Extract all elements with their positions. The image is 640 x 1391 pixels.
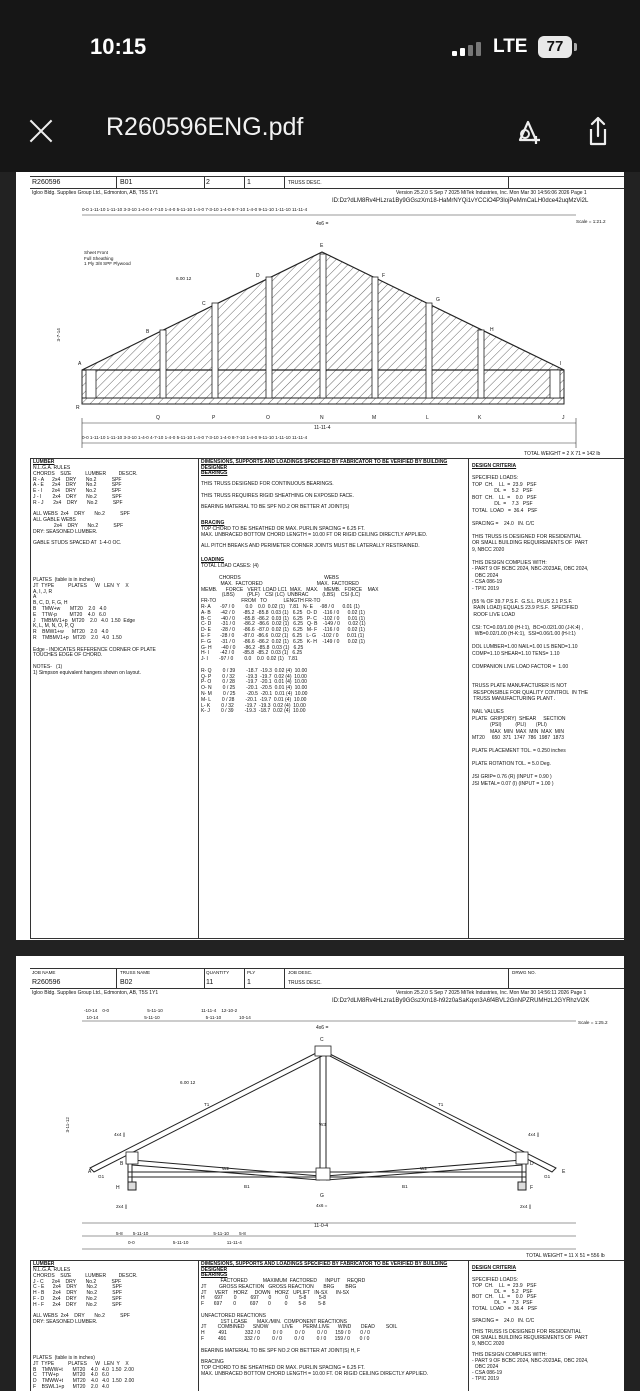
node-a: A	[78, 361, 82, 367]
truss-id: ID:Dz?dLM8Rv4HLzra1By9GGszXm18-HaMrNYQi1vYCCiO4P3lojPeMmCaLH0dce42uqMzVi2L	[332, 198, 589, 204]
text-line: PLATE ROTATION TOL. = 5.0 Deg.	[472, 761, 551, 767]
text-line: SPACING = 24.0 IN. C/C	[472, 520, 535, 527]
text-line: M- L 0 / 28 -20.1 -19.7 0.01 (4) 10.00	[201, 696, 307, 703]
top-dimensions-2b: 10-14 5-11-10 5-11-10 10-14	[84, 1015, 251, 1020]
text-line: R TMBMV1+p MT20 2.0 4.0 1.50	[33, 635, 122, 641]
member-w3: W3	[319, 1122, 326, 1127]
plate-label-g: 4x6 =	[316, 1203, 328, 1208]
sheathing-note: Sheet Front Full Sheathing 1 Ply 3/8 SPF Plywood	[84, 250, 131, 267]
text-line: WB=0.02/1.00 (H-K:1), SSI=0.06/1.00 (H-I:1)	[472, 631, 576, 637]
node-g-2: G	[320, 1193, 324, 1199]
text-line: Edge - INDICATES REFERENCE CORNER OF PLATE	[33, 646, 156, 653]
node-i: I	[560, 361, 562, 367]
node-j: J	[562, 415, 565, 421]
text-line: O- N 0 / 25 -20.1 -20.5 0.01 (4) 10.00	[201, 685, 308, 692]
node-b-2: B	[120, 1161, 124, 1167]
bearings-title-2: BEARINGS	[201, 1272, 228, 1278]
text-line: PLATE GRIP(DRY) SHEAR SECTION	[472, 715, 566, 722]
member-t1-right: T1	[438, 1102, 444, 1107]
quantity-value: 2	[206, 179, 210, 186]
text-line: TOP CH. LL = 23.9 PSF	[472, 1282, 537, 1289]
text-line: OBC 2024	[472, 572, 499, 579]
text-line: MAX. FACTORED MAX. FACTORED	[201, 580, 359, 587]
dims-title-2: DIMENSIONS, SUPPORTS AND LOADINGS SPECIFIED BY FABRICATOR TO BE VERIFIED BY BUILDING DESIGNER	[201, 1261, 448, 1273]
node-g: G	[436, 297, 440, 303]
text-line: ALL WEBS 2x4 DRY No.2 SPF	[33, 1313, 130, 1320]
text-line: RAIN LOAD) EQUALS 23.9 P.S.F. SPECIFIED	[472, 605, 579, 611]
text-line: P- O 0 / 28 -19.7 -20.1 0.01 (4) 10.00	[201, 679, 307, 686]
text-line: 9, NBCC 2020	[472, 546, 505, 553]
text-line: JT TYPE PLATES W LEN Y X	[33, 582, 129, 589]
app-header	[0, 0, 640, 172]
design-criteria-title: DESIGN CRITERIA	[472, 463, 517, 469]
node-q: Q	[156, 415, 160, 421]
text-line: J - I 2x4 DRY No.2 SPF	[33, 494, 122, 500]
text-line: A - E 2x4 DRY No.2 SPF	[33, 482, 122, 489]
text-line: B- C -40 / 0 -85.8 -86.2 0.03 (1) 6.25 P- C -102 / 0 0.01 (1)	[201, 615, 365, 622]
text-line: G- H -40 / 0 -86.2 -85.8 0.03 (1) 6.25	[201, 644, 304, 651]
ply-value: 1	[247, 179, 251, 186]
scale-label: Scale = 1:21.2	[576, 219, 606, 224]
supplier-line-2: Igloo Bldg. Supplies Group Ltd., Edmonton, AB, T5S 1Y1	[32, 990, 159, 996]
text-line: PLATE PLACEMENT TOL. = 0.250 inches	[472, 748, 566, 754]
plate-label-f: 2x4 ||	[520, 1204, 532, 1209]
text-line: DL = 7.3 PSF	[472, 1300, 533, 1307]
text-line: R - A 2x4 DRY No.2 SPF	[33, 476, 122, 483]
text-line: RESPONSIBLE FOR QUALITY CONTROL IN THE	[472, 689, 589, 696]
text-line: DL = 5.2 PSF	[472, 488, 533, 494]
node-d-2: D	[530, 1161, 534, 1167]
text-line: TOP CHORD TO BE SHEATHED OR MAX. PURLIN SPACING = 6.25 FT.	[201, 526, 365, 532]
text-line: R - J 2x4 DRY No.2 SPF	[33, 499, 123, 506]
text-line: TOTAL LOAD = 36.4 PSF	[472, 507, 538, 514]
text-line: N.L.G.A. RULES	[33, 1267, 71, 1273]
node-f: F	[382, 273, 386, 279]
bottom-dimensions-2b: 5-8 5-11-10 5-11-10 5-8	[116, 1231, 246, 1236]
text-line: - PART 9 OF BCBC 2024, NBC-2023AE, OBC 2024,	[472, 566, 589, 572]
pitch-label: 6.00 12	[176, 276, 192, 281]
text-line: (55 % OF 39.7 P.S.F. G.S.L. PLUS 2.1 P.S.F.	[472, 598, 573, 605]
node-m: M	[372, 415, 377, 421]
text-line: JT TYPE PLATES W LEN Y X	[33, 1360, 129, 1367]
status-time: 10:15	[90, 34, 147, 59]
quantity-value-2: 11	[206, 979, 214, 986]
total-weight: TOTAL WEIGHT = 2 X 71 = 142 lb	[524, 451, 601, 457]
text-line: TOP CHORD TO BE SHEATHED OR MAX. PURLIN SPACING = 6.25 FT.	[201, 1365, 365, 1371]
text-line: DRY: SEASONED LUMBER.	[33, 1319, 98, 1326]
node-k: K	[478, 415, 482, 421]
dims-title: DIMENSIONS, SUPPORTS AND LOADINGS SPECIFIED BY FABRICATOR TO BE VERIFIED BY BUILDING DESIGNER	[201, 459, 448, 471]
text-line: TRUSS MANUFACTURING PLANT .	[472, 696, 556, 702]
text-line: E- F -28 / 0 -87.0 -86.6 0.02 (1) 6.25 L- G -102 / 0 0.01 (1)	[201, 633, 365, 639]
text-line: J TMBMV1+p MT20 2.0 4.0 1.50 Edge	[33, 617, 136, 624]
ply-label: PLY	[247, 970, 256, 975]
text-line: PLATES (table is in inches)	[33, 1355, 95, 1361]
text-line: THIS DESIGN COMPLIES WITH:	[472, 1352, 547, 1359]
job-name-value-2: R260596	[32, 979, 61, 986]
text-line: JT VERT HORZ DOWN HORZ UPLIFT IN-SX IN-SX	[201, 1289, 350, 1296]
text-line: THIS TRUSS IS DESIGNED FOR RESIDENTIAL	[472, 1329, 582, 1336]
text-line: E TTW-p MT20 4.0 6.0	[33, 611, 106, 618]
loading-title: LOADING	[201, 557, 225, 563]
text-line: JT GROSS REACTION GROSS REACTION BRG BRG	[201, 1283, 357, 1290]
text-line: F- G -31 / 0 -86.6 -86.2 0.02 (1) 6.25 K- H -149 / 0 0.02 (1)	[201, 638, 365, 645]
top-dimensions: 0-0 1-11-10 1-11-10 3-3-10 1-4-0 4-7-10 1-4-0 5-11-10 1-4-0 7-3-10 1-4-0 8-7-10 1-4-0 9-11-10 1-11-10 11-11-4	[82, 207, 308, 212]
text-line: E - I 2x4 DRY No.2 SPF	[33, 488, 122, 495]
text-line: OR SMALL BUILDING REQUIREMENTS OF PART	[472, 540, 588, 546]
member-w2-right: W2	[420, 1166, 427, 1171]
text-line: L- K 0 / 32 -19.7 -19.3 0.02 (4) 10.00	[201, 702, 306, 709]
text-line: JT COMBINED SNOW LIVE PERM.LIVE WIND DEAD SOIL	[201, 1324, 398, 1331]
span-label: 11-11-4	[314, 425, 331, 431]
text-line: - PART 9 OF BCBC 2024, NBC-2023AE, OBC 2024,	[472, 1358, 589, 1365]
text-line: F - D 2x4 DRY No.2 SPF	[33, 1296, 122, 1302]
text-line: GABLE STUDS SPACED AT 1-4-0 OC.	[33, 540, 122, 547]
truss-name-label: TRUSS NAME	[120, 970, 151, 975]
text-line: D TMWW+t MT20 4.0 4.0 1.50 2.00	[33, 1378, 135, 1385]
text-line: THIS TRUSS DESIGNED FOR CONTINUOUS BEARINGS.	[201, 481, 334, 487]
text-line: F BSWL1+p MT20 2.0 4.0	[33, 1384, 110, 1390]
job-desc-value: TRUSS DESC.	[288, 180, 322, 186]
text-line: CSI: TC=0.03/1.00 (H-I:1), BC=0.02/1.00 (J-K:4) ,	[472, 624, 584, 631]
node-h-2: H	[116, 1185, 120, 1191]
text-line: BOT CH. LL = 0.0 PSF	[472, 494, 537, 501]
top-dimensions-2: -10-14 0-0 5-11-10 11-11-4 12-10-2	[84, 1008, 238, 1013]
node-r: R	[76, 405, 80, 411]
text-line: FACTORED MAXIMUM FACTORED INPUT REQRD	[201, 1278, 366, 1284]
text-line: - CSA 086-19	[472, 1369, 503, 1376]
text-line: H 491 332 / 0 0 / 0 0 / 0 0 / 0 159 / 0 0 / 0	[201, 1330, 370, 1337]
text-line: DL = 7.3 PSF	[472, 501, 533, 507]
truss-id-2: ID:Dz?dLM8Rv4HLzra1By9GGszXm18-h92z0aSaKqxn3A6f4BVL2GnNPZRUMHzL2GYRhzVi2K	[332, 998, 590, 1004]
truss-name-value: B01	[120, 179, 133, 186]
text-line: TRUSS PLATE MANUFACTURER IS NOT	[472, 683, 567, 689]
member-g1-right: G1	[544, 1174, 551, 1179]
plate-label-b: 4x4 ||	[114, 1132, 126, 1137]
job-name-value: R260596	[32, 179, 61, 186]
node-p: P	[212, 415, 216, 421]
signal-icon	[452, 42, 482, 56]
peak-plate-label-2: 4x6 =	[316, 1025, 329, 1031]
text-line: 9, NBCC 2020	[472, 1340, 505, 1347]
node-c-2: C	[320, 1037, 324, 1043]
text-line: OBC 2024	[472, 1364, 499, 1370]
text-line: THIS TRUSS IS DESIGNED FOR RESIDENTIAL	[472, 533, 582, 540]
node-h: H	[490, 327, 494, 333]
text-line: MAX. UNBRACED BOTTOM CHORD LENGTH = 10.00 FT OR RIGID CEILING DIRECTLY APPLIED.	[201, 531, 428, 538]
member-w2-left: W2	[222, 1166, 229, 1171]
text-line: R- Q 0 / 39 -18.7 -19.3 0.02 (4) 10.00	[201, 667, 308, 674]
text-line: R- A -97 / 0 0.0 0.0 0.02 (1) 7.81 N- E -98 / 0 0.01 (1)	[201, 604, 360, 610]
bracing-title: BRACING	[201, 520, 225, 526]
node-e: E	[320, 243, 324, 249]
pdf-page-1[interactable]	[16, 172, 624, 940]
text-line: D- E -28 / 0 -86.6 -87.0 0.02 (1) 6.25 M- F -116 / 0 0.02 (1)	[201, 627, 365, 634]
text-line: MAX. UNBRACED BOTTOM CHORD LENGTH = 10.00 FT. OR RIGID CEILING DIRECTLY APPLIED.	[201, 1370, 429, 1377]
text-line: COMPANION LIVE LOAD FACTOR = 1.00	[472, 663, 569, 670]
node-d: D	[256, 273, 260, 279]
text-line: N.L.G.A. RULES	[33, 465, 71, 471]
job-desc-value-2: TRUSS DESC.	[288, 980, 322, 986]
text-line: NOTES- (1)	[33, 664, 63, 670]
text-line: CHORDS SIZE LUMBER DESCR.	[33, 470, 138, 477]
text-line: 1) Simpson equivalent hangers shown on layout.	[33, 669, 141, 676]
pitch-label-2: 6.00 12	[180, 1080, 196, 1085]
truss-diagram-b02	[16, 956, 624, 1266]
node-e-2: E	[562, 1169, 566, 1175]
quantity-label: QUANTITY	[206, 970, 230, 975]
text-line: A	[33, 594, 37, 601]
node-f-2: F	[530, 1185, 534, 1191]
text-line: A, I, J, R	[33, 588, 53, 595]
text-line: NAIL VALUES	[472, 709, 504, 715]
member-b1-right: B1	[402, 1184, 408, 1189]
member-t1-left: T1	[204, 1102, 210, 1107]
text-line: - CSA 086-19	[472, 579, 503, 585]
text-line: B TMWW+t MT20 4.0 4.0 1.50 2.00	[33, 1366, 134, 1373]
text-line: H 697 0 697 0 0 5-8 5-8	[201, 1295, 327, 1302]
node-n: N	[320, 415, 324, 421]
text-line: - TPIC 2019	[472, 585, 499, 592]
text-line: BEARING MATERIAL TO BE SPF NO.2 OR BETTER AT JOINT(S) H, F	[201, 1347, 361, 1354]
text-line: DRY: SEASONED LUMBER.	[33, 528, 98, 535]
job-name-label: JOB NAME	[32, 970, 56, 975]
total-weight-2: TOTAL WEIGHT = 11 X 51 = 556 lb	[526, 1253, 605, 1259]
version-line: Version 25.2.0 S Sep 7 2025 MiTek Industries, Inc. Mon Mar 30 14:56:06 2026 Page 1	[396, 190, 587, 196]
document-title: R260596ENG.pdf	[106, 113, 304, 141]
truss-name-value-2: B02	[120, 979, 133, 986]
text-line: BRACING	[201, 1359, 224, 1366]
node-a-2: A	[88, 1169, 92, 1175]
text-line: K, L, M, N, O, P, Q	[33, 623, 75, 630]
text-line: 1ST LCASE MAX./MIN. COMPONENT REACTIONS	[201, 1318, 347, 1325]
text-line: PLATES (table is in inches)	[33, 577, 95, 583]
text-line: C- D -31 / 0 -86.2 -86.6 0.02 (1) 6.25 Q- B -149 / 0 0.02 (1)	[201, 621, 366, 628]
text-line: CHORDS WEBS	[201, 575, 339, 581]
scale-label-2: Scale = 1:25.2	[578, 1020, 608, 1025]
lumber-title: LUMBER	[33, 459, 55, 465]
text-line: COMP=1.10 SHEAR=1.10 TENS= 1.10	[472, 650, 560, 657]
text-line: TOP CH. LL = 23.9 PSF	[472, 481, 537, 488]
network-type: LTE	[493, 36, 528, 57]
text-line: H- I -42 / 0 -85.8 -85.2 0.03 (1) 6.25	[201, 650, 303, 657]
text-line: F 697 0 697 0 0 5-8 5-8	[201, 1301, 326, 1308]
node-b: B	[146, 329, 150, 335]
close-button[interactable]	[28, 118, 54, 144]
text-line: TOTAL LOAD CASES: (4)	[201, 563, 259, 569]
text-line: FR-TO FROM TO LENGTH FR-TO	[201, 598, 321, 605]
text-line: H - B 2x4 DRY No.2 SPF	[33, 1290, 123, 1297]
bottom-dimensions-2: 0-0 5-11-10 11-11-4	[128, 1240, 242, 1245]
text-line: K- J 0 / 39 -19.3 -18.7 0.02 (4) 10.00	[201, 708, 306, 715]
member-b1-left: B1	[244, 1184, 250, 1189]
design-criteria-title-2: DESIGN CRITERIA	[472, 1265, 517, 1271]
text-line: C - E 2x4 DRY No.2 SPF	[33, 1284, 123, 1291]
share-icon[interactable]	[580, 114, 616, 150]
text-line: BEARING MATERIAL TO BE SPF NO.2 OR BETTER AT JOINT(S)	[201, 504, 350, 511]
text-line: MAX MIN MAX MIN MAX MIN	[472, 728, 564, 735]
text-line: DL = 5.2 PSF	[472, 1288, 533, 1295]
text-line: H - F 2x4 DRY No.2 SPF	[33, 1301, 122, 1308]
text-line: BOT CH. LL = 0.0 PSF	[472, 1294, 537, 1301]
text-line: ALL PITCH BREAKS AND PERIMETER CORNER JOINTS MUST BE LATERALLY RESTRAINED.	[201, 543, 420, 550]
pdf-page-2[interactable]	[16, 956, 624, 1391]
text-line: SPECIFIED LOADS:	[472, 1277, 519, 1283]
text-line: ALL GABLE WEBS	[33, 517, 76, 524]
text-line: R BMW1+w MT20 2.0 4.0	[33, 629, 109, 636]
text-line: TOTAL LOAD = 36.4 PSF	[472, 1306, 538, 1312]
text-line: THIS DESIGN COMPLIES WITH:	[472, 559, 547, 566]
plate-label-h: 2x4 ||	[116, 1204, 128, 1209]
text-line: MT20 650 371 1747 786 1987 1873	[472, 735, 565, 741]
supplier-line: Igloo Bldg. Supplies Group Ltd., Edmonton, AB, T5S 1Y1	[32, 190, 159, 196]
text-line: SPECIFIED LOADS:	[472, 475, 519, 481]
ply-value-2: 1	[247, 979, 251, 986]
text-line: TOUCHES EDGE OF CHORD.	[33, 652, 103, 659]
text-line: A- B -42 / 0 -85.2 -85.8 0.03 (1) 6.25 O- D -116 / 0 0.02 (1)	[201, 609, 365, 616]
text-line: - TPIC 2019	[472, 1375, 499, 1382]
battery-icon: 77	[538, 36, 572, 58]
height-label: 3-7-14	[55, 328, 61, 342]
plate-label-d: 4x4 ||	[528, 1132, 540, 1137]
text-line: JSI GRIP= 0.76 (R) (INPUT = 0.90 )	[472, 774, 552, 780]
peak-plate-label: 4x6 =	[316, 221, 329, 227]
text-line: B, C, D, F, G, H	[33, 600, 68, 607]
text-line: J - C 2x4 DRY No.2 SPF	[33, 1278, 122, 1285]
text-line: Q- P 0 / 32 -19.3 -19.7 0.02 (4) 10.00	[201, 673, 307, 680]
drwg-no-label: DRWG NO.	[512, 970, 536, 975]
height-label-2: 3-11-12	[64, 1117, 70, 1133]
text-line: J- I -97 / 0 0.0 0.0 0.02 (1) 7.81	[201, 656, 298, 663]
text-line: JSI METAL= 0.07 (I) (INPUT = 1.00 )	[472, 780, 554, 787]
text-line: SPACING = 24.0 IN. C/C	[472, 1317, 535, 1324]
text-line: (PSI) (PLI) (PLI)	[472, 722, 547, 728]
text-line: OR SMALL BUILDING REQUIREMENTS OF PART	[472, 1335, 588, 1341]
bottom-dimensions: 0-0 1-11-10 1-11-10 3-3-10 1-4-0 4-7-10 1-4-0 5-11-10 1-4-0 7-3-10 1-4-0 8-7-10 1-4-0 9-11-10 1-11-10 11-11-4	[82, 435, 308, 440]
node-l: L	[426, 415, 429, 421]
text-line: ALL WEBS 2x4 DRY No.2 SPF	[33, 511, 130, 518]
text-line: UNFACTORED REACTIONS	[201, 1312, 266, 1319]
node-c: C	[202, 301, 206, 307]
job-desc-label: JOB DESC.	[288, 970, 313, 975]
version-line-2: Version 25.2.0 S Sep 7 2025 MiTek Industries, Inc. Mon Mar 30 14:56:11 2026 Page 1	[396, 990, 587, 996]
member-g1-left: G1	[98, 1174, 105, 1179]
text-line: (LBS) (PLF) CSI (LC) UNBRAC (LBS) CSI (LC)	[201, 592, 361, 599]
text-line: 2x4 DRY No.2 SPF	[33, 523, 124, 529]
text-line: DOL LUMBER=1.00 NAIL=1.00 LS BEND=1.10	[472, 644, 578, 650]
text-line: C TTW+p MT20 4.0 6.0	[33, 1372, 109, 1379]
markup-icon[interactable]	[510, 114, 546, 150]
text-line: F 491 332 / 0 0 / 0 0 / 0 0 / 0 159 / 0 0 / 0	[201, 1336, 370, 1342]
text-line: B TMW+w MT20 2.0 4.0	[33, 606, 107, 612]
bearings-title: BEARINGS	[201, 470, 228, 476]
text-line: THIS TRUSS REQUIRES RIGID SHEATHING ON EXPOSED FACE.	[201, 492, 354, 499]
text-line: MEMB. FORCE VERT. LOAD LC1 MAX. MAX. MEMB. FORCE MAX	[201, 586, 379, 593]
node-o: O	[266, 415, 270, 421]
lumber-title-2: LUMBER	[33, 1261, 55, 1267]
text-line: CHORDS SIZE LUMBER DESCR.	[33, 1272, 138, 1279]
span-label-2: 11-0-4	[314, 1223, 329, 1229]
text-line: N- M 0 / 25 -20.5 -20.1 0.01 (4) 10.00	[201, 691, 308, 697]
text-line: ROOF LIVE LOAD	[472, 611, 516, 618]
